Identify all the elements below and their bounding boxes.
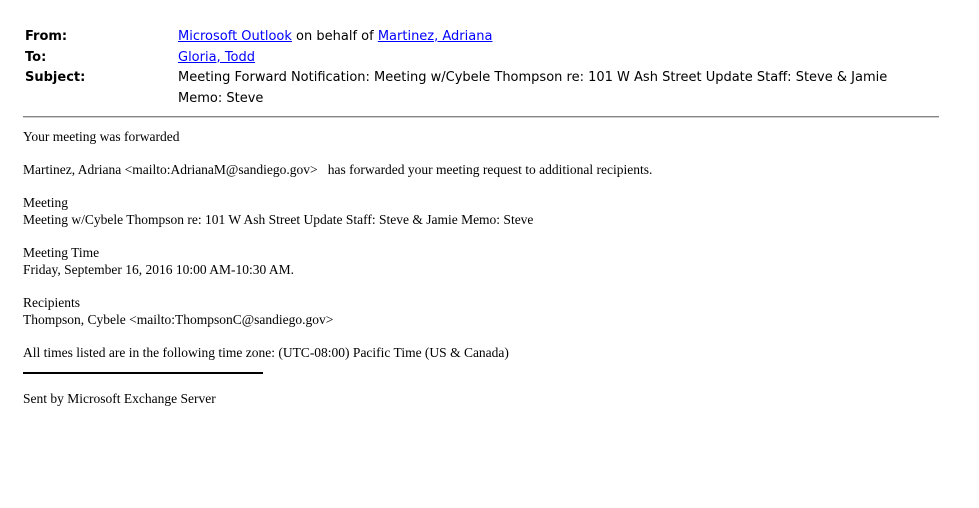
subject-value: Meeting Forward Notification: Meeting w/Cybele Thompson re: 101 W Ash Street Update Staff: Steve & Jamie Memo: Steve — [178, 70, 888, 106]
email-header — [0, 0, 979, 109]
recipient-gloria-todd-link[interactable]: Gloria, Todd — [178, 49, 256, 65]
signature-divider — [23, 372, 263, 374]
forward-notice-text: Martinez, Adriana <mailto:AdrianaM@sandiego.gov> has forwarded your meeting request to additional recipients. — [23, 162, 653, 177]
sent-by-text: Sent by Microsoft Exchange Server — [23, 391, 216, 406]
timezone-note-text: All times listed are in the following time zone: (UTC-08:00) Pacific Time (US & Canada) — [23, 345, 509, 360]
recipients-value: Thompson, Cybele <mailto:ThompsonC@sandiego.gov> — [23, 312, 334, 327]
meeting-label: Meeting — [23, 195, 68, 210]
meeting-time-section — [23, 244, 979, 278]
to-label: To: — [25, 49, 47, 65]
recipients-section — [23, 294, 979, 328]
meeting-time-label: Meeting Time — [23, 245, 100, 260]
recipients-label: Recipients — [23, 295, 80, 310]
microsoft-outlook-link[interactable]: Microsoft Outlook — [178, 29, 292, 44]
meeting-section — [23, 194, 979, 228]
subject-row — [25, 68, 979, 109]
from-row — [25, 27, 979, 48]
to-row — [25, 48, 979, 69]
sender-martinez-adriana-link[interactable]: Martinez, Adriana — [377, 29, 493, 44]
meeting-value: Meeting w/Cybele Thompson re: 101 W Ash Street Update Staff: Steve & Jamie Memo: Steve — [23, 212, 534, 227]
header-separator — [23, 116, 939, 118]
from-value — [178, 27, 492, 48]
from-label: From: — [25, 29, 68, 44]
forwarded-intro-text: Your meeting was forwarded — [23, 129, 180, 144]
to-value — [178, 48, 255, 69]
on-behalf-of-text: on behalf of — [291, 29, 378, 44]
meeting-time-value: Friday, September 16, 2016 10:00 AM-10:30 AM. — [23, 262, 294, 277]
subject-label: Subject: — [25, 70, 86, 85]
email-body — [23, 128, 979, 407]
